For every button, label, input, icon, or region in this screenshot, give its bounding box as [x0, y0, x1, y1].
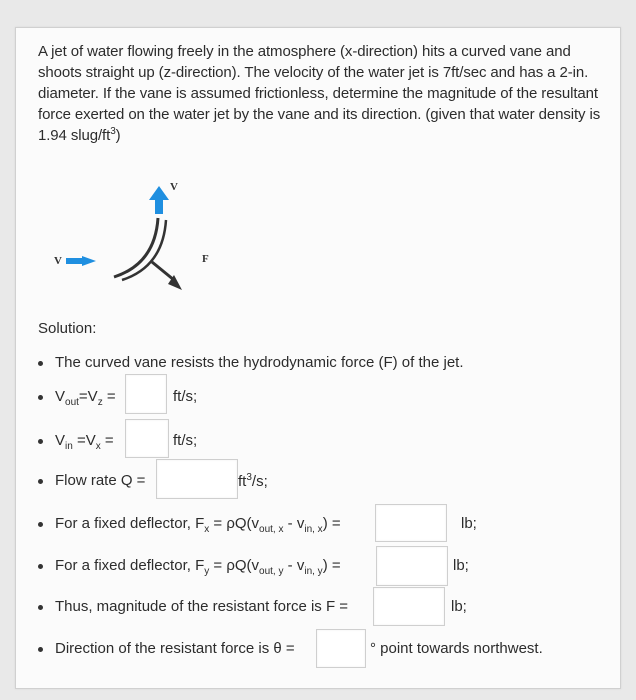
- question-card: A jet of water flowing freely in the atmosphere (x-direction) hits a curved vane and shoots straight up (z-direction). The velocity of the water jet is 7ft/sec and has a 2-in. diameter. If the vane is assumed frictionless, determine the magnitude of the resultant force exerted on the water jet by the vane and its direction. (given that water density is 1.94 slug/$ft^3$) V V F Solution: The curved vane resists the hydrodynamic force (F) of the jet. $V_{out}=V_z$ = ft/s; $V_{in} =V_x$ = ft/s; Flow rate Q = $ft^3/s$; For a fixed deflector, $F_x = \rho Q(v_{out, x} - v_{in, x})$ = lb; For a fixed deflector, $F_y = \rho Q(v_{out, y} - v_{in, y})$ = lb; Thus, magnitude of the resistant force is F = lb; Direction of the resistant force is θ = ° point towards northwest.: [15, 27, 621, 689]
- flow-rate-unit: $ft^3/s$;: [238, 472, 268, 490]
- direction-unit: ° point towards northwest.: [370, 640, 543, 657]
- fy-unit: lb;: [453, 557, 469, 574]
- vane-diagram: [52, 176, 232, 316]
- vout-input[interactable]: [125, 374, 167, 414]
- resultant-force-unit: lb;: [451, 598, 467, 615]
- flow-rate-input[interactable]: [156, 459, 238, 499]
- diagram-label-v-top: V: [170, 181, 178, 193]
- direction-angle-input[interactable]: [316, 629, 366, 668]
- vin-unit: ft/s;: [173, 432, 198, 449]
- fx-input[interactable]: [375, 504, 447, 542]
- jet-up-arrow: [149, 186, 169, 214]
- curved-vane: [114, 218, 158, 277]
- fx-unit: lb;: [461, 515, 477, 532]
- resultant-force-input[interactable]: [373, 587, 445, 626]
- solution-heading: Solution:: [38, 320, 97, 337]
- diagram-label-f: F: [202, 253, 209, 265]
- diagram-label-v-left: V: [54, 255, 62, 267]
- vin-input[interactable]: [125, 419, 169, 458]
- fy-input[interactable]: [376, 546, 448, 586]
- problem-statement: A jet of water flowing freely in the atmosphere (x-direction) hits a curved vane and shoots straight up (z-direction). The velocity of the water jet is 7ft/sec and has a 2-in. diameter. If the vane is assumed frictionless, determine the magnitude of the resultant force exerted on the water jet by the vane and its direction. (given that water density is 1.94 slug/$ft^3$): [38, 43, 601, 144]
- vout-unit: ft/s;: [173, 388, 198, 405]
